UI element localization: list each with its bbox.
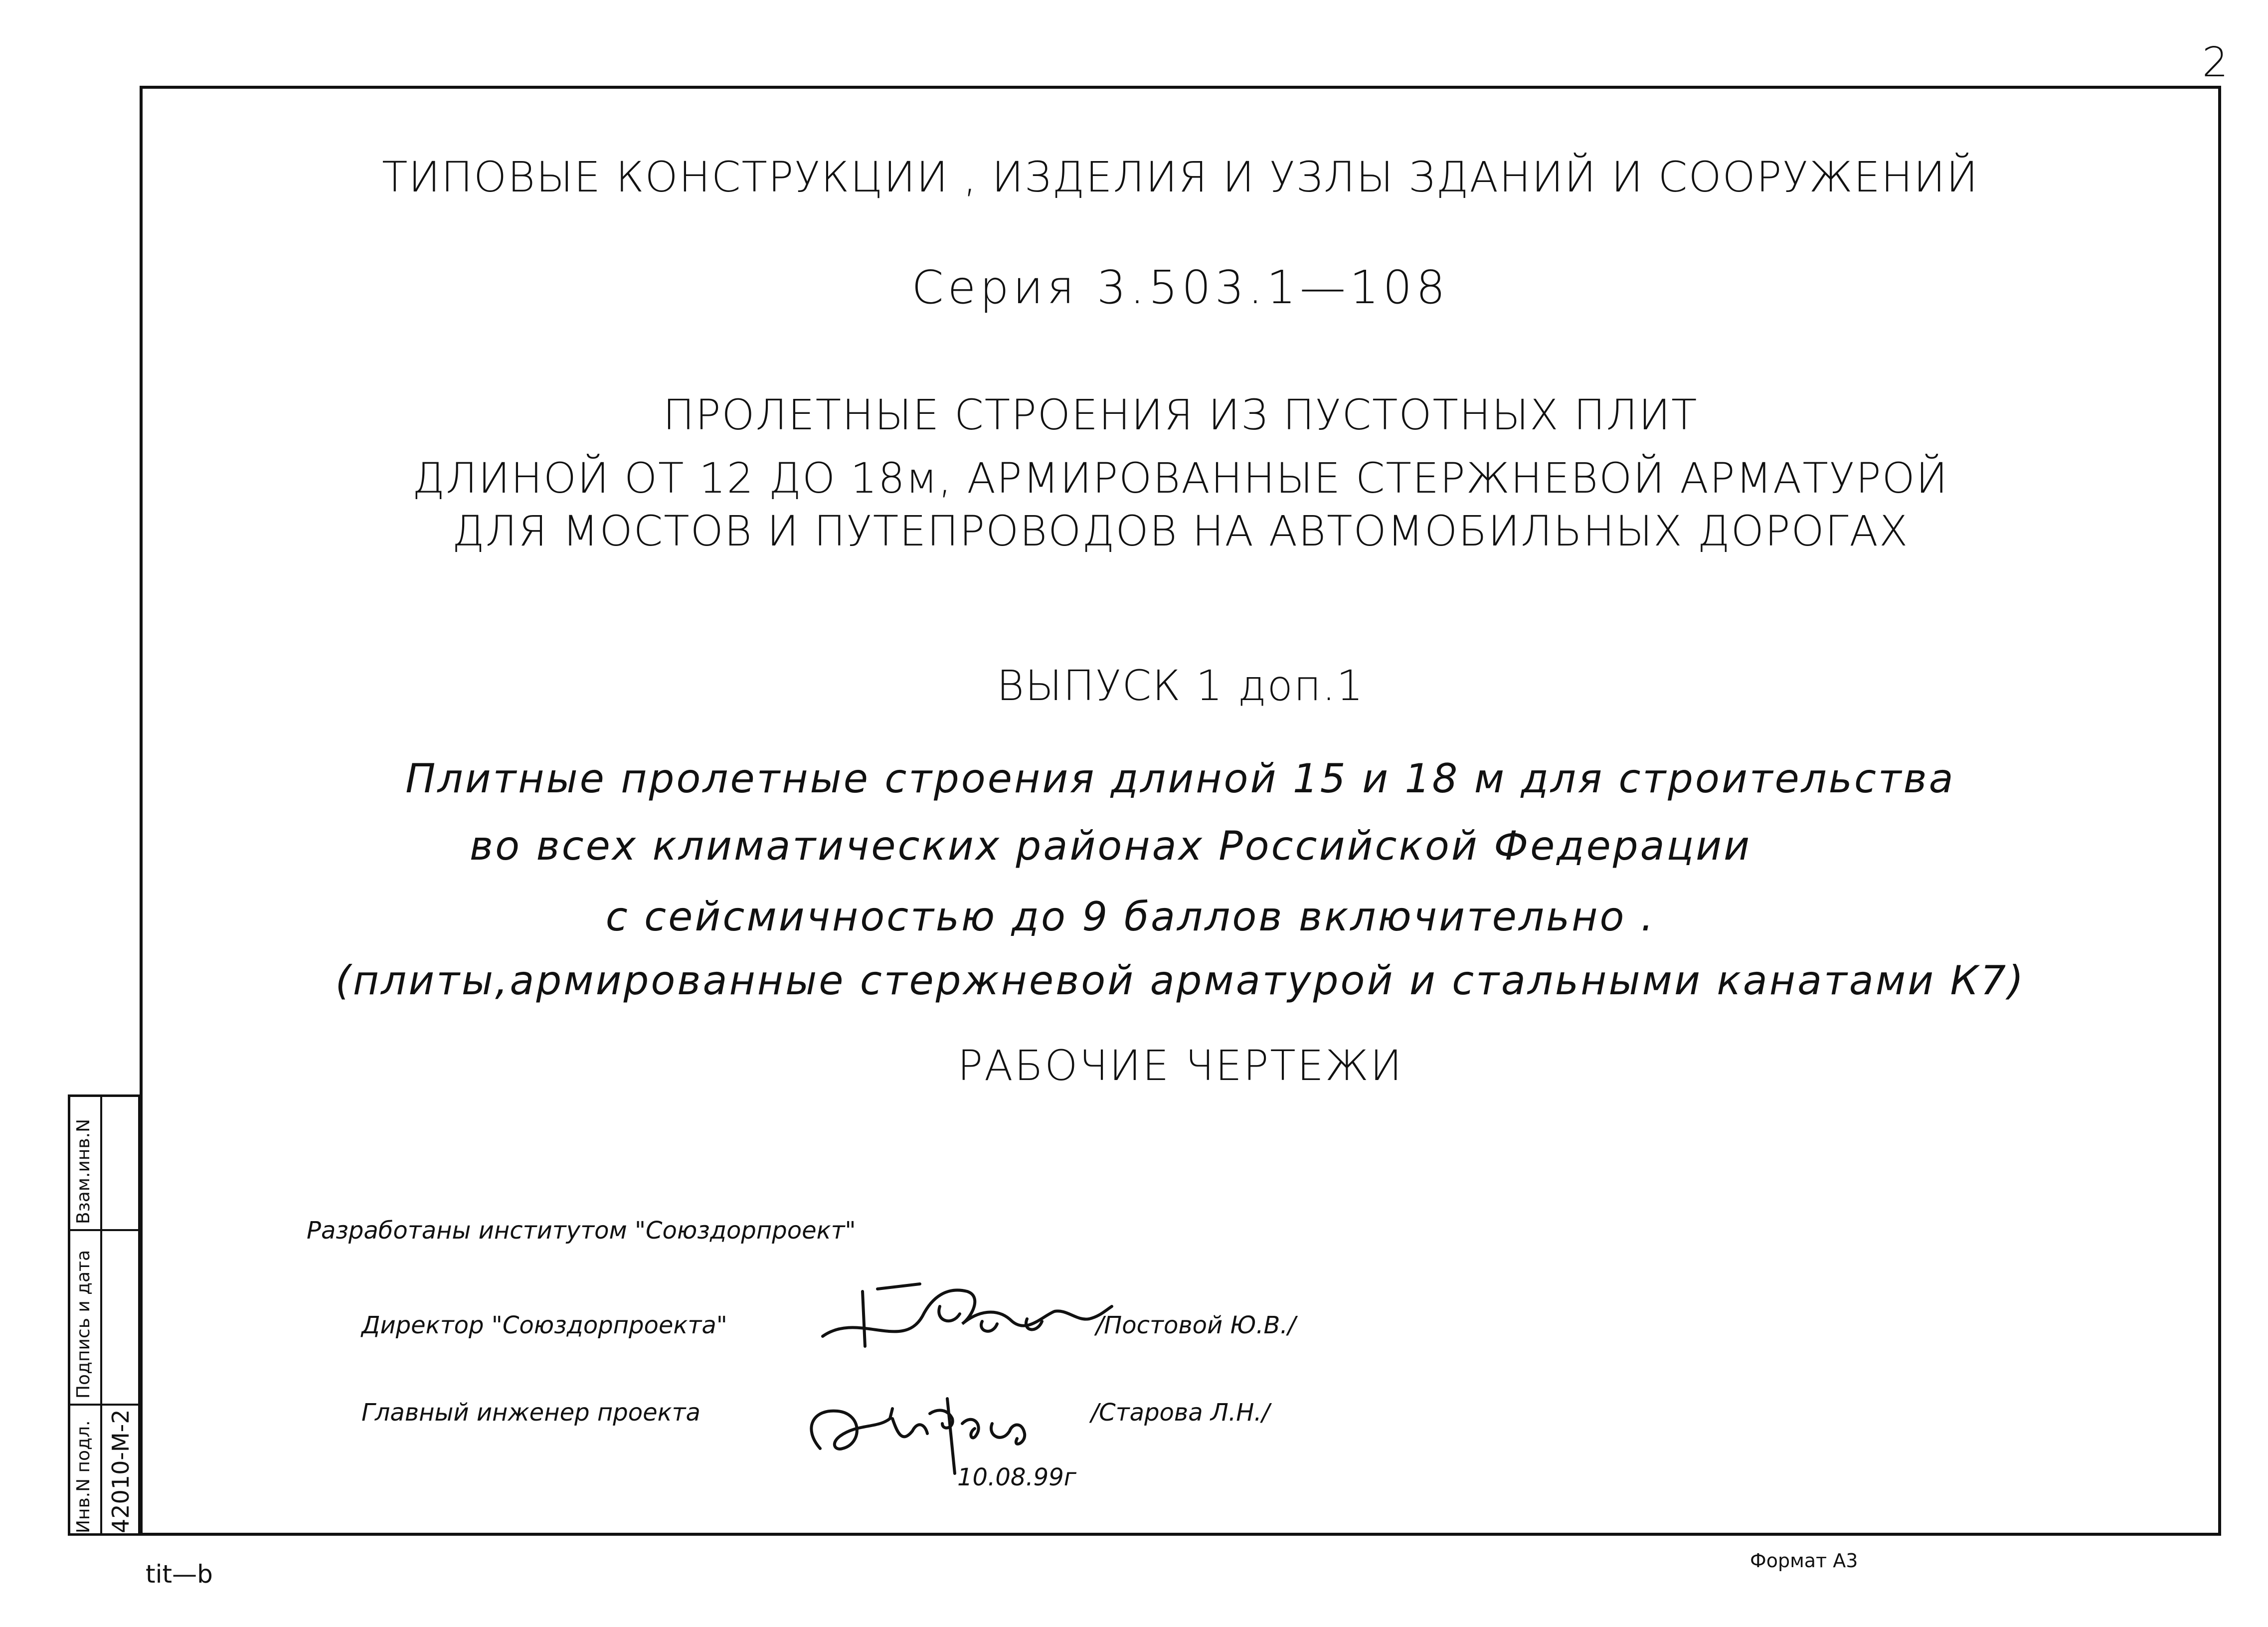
working-drawings-label: РАБОЧИЕ ЧЕРТЕЖИ xyxy=(957,1041,1403,1090)
stamp-column-divider xyxy=(100,1097,102,1533)
description-line: с сейсмичностью до 9 баллов включительно . xyxy=(605,894,1656,940)
stamp-signature-date-label: Подпись и дата xyxy=(73,1250,94,1399)
director-signature xyxy=(818,1276,1117,1366)
title-line: ДЛЯ МОСТОВ И ПУТЕПРОВОДОВ НА АВТОМОБИЛЬНЫХ ДОРОГАХ xyxy=(452,507,1909,555)
stamp-inventory-label: Инв.N подл. xyxy=(73,1420,94,1533)
format-label: Формат А3 xyxy=(1750,1550,1858,1572)
side-stamp xyxy=(68,1094,141,1536)
chief-engineer-name: /Старова Л.Н./ xyxy=(1091,1399,1270,1427)
description-line: во всех климатических районах Российской Федерации xyxy=(469,823,1752,869)
stamp-replacement-label: Взам.инв.N xyxy=(73,1118,94,1224)
director-label: Директор "Союздорпроекта" xyxy=(361,1311,727,1339)
document-code: tit—b xyxy=(146,1560,213,1589)
issue-label: ВЫПУСК 1 доп.1 xyxy=(997,661,1364,710)
stamp-inventory-number: 42010-М-2 xyxy=(107,1409,134,1533)
description-line: Плитные пролетные строения длиной 15 и 18 м для строительства xyxy=(405,755,1955,802)
title-line: ПРОЛЕТНЫЕ СТРОЕНИЯ ИЗ ПУСТОТНЫХ ПЛИТ xyxy=(663,390,1698,439)
director-name: /Постовой Ю.В./ xyxy=(1096,1311,1296,1339)
page-number: 2 xyxy=(2202,39,2228,86)
series-label: Серия 3.503.1—108 xyxy=(911,261,1449,314)
stamp-row-divider xyxy=(70,1404,138,1406)
title-line: ДЛИНОЙ ОТ 12 ДО 18м, АРМИРОВАННЫЕ СТЕРЖНЕВОЙ АРМАТУРОЙ xyxy=(412,454,1949,503)
signature-date: 10.08.99г xyxy=(957,1463,1076,1491)
stamp-row-divider xyxy=(70,1229,138,1231)
header-text: ТИПОВЫЕ КОНСТРУКЦИИ , ИЗДЕЛИЯ И УЗЛЫ ЗДАНИЙ И СООРУЖЕНИЙ xyxy=(382,153,1979,201)
description-line: (плиты,армированные стержневой арматурой и стальными канатами К7) xyxy=(335,957,2026,1004)
developed-by-text: Разработаны институтом "Союздорпроект" xyxy=(307,1217,856,1245)
chief-engineer-label: Главный инженер проекта xyxy=(361,1399,700,1427)
